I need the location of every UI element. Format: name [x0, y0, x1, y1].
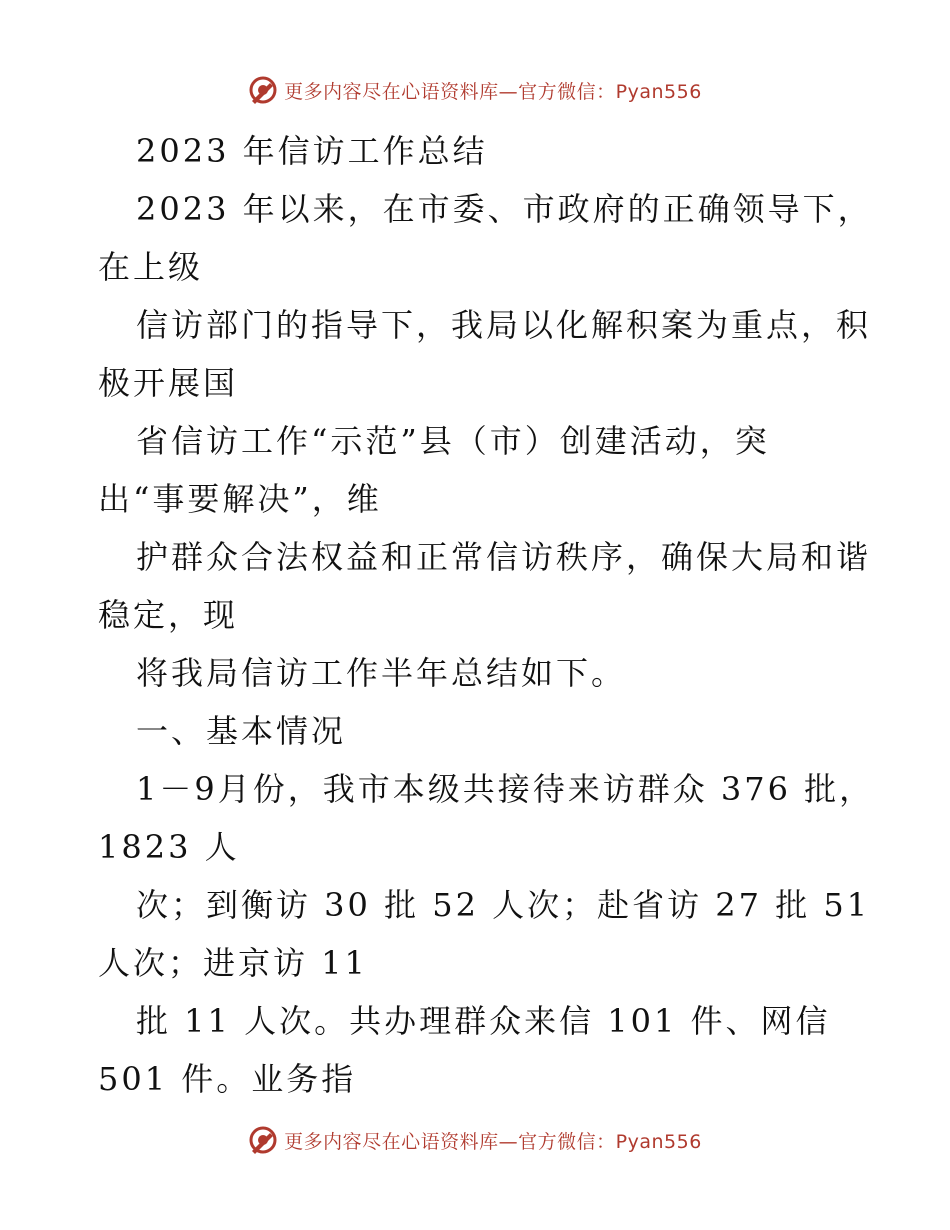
text-line: 1－9月份，我市本级共接待来访群众 376 批，	[136, 770, 875, 808]
text-line: 人次；进京访 11	[98, 944, 368, 982]
document-body	[98, 122, 875, 1108]
pen-circle-icon	[248, 75, 278, 105]
text-line: 501 件。业务指	[98, 1060, 357, 1098]
text-line: 省信访工作“示范”县（市）创建活动，突	[136, 422, 770, 460]
header-banner	[0, 70, 950, 110]
text-line: 1823 人	[98, 828, 240, 866]
text-line: 一、基本情况	[136, 712, 347, 750]
header-banner-text: 更多内容尽在心语资料库—官方微信：Pyan556	[284, 80, 702, 103]
text-line: 信访部门的指导下，我局以化解积案为重点，积	[136, 306, 872, 344]
text-line: 在上级	[98, 248, 204, 286]
text-line: 将我局信访工作半年总结如下。	[136, 654, 627, 692]
text-line: 批 11 人次。共办理群众来信 101 件、网信	[136, 1002, 831, 1040]
text-line: 2023 年以来，在市委、市政府的正确领导下，	[136, 190, 873, 228]
footer-banner	[0, 1120, 950, 1160]
pen-circle-icon	[248, 1125, 278, 1155]
text-line: 极开展国	[98, 364, 239, 402]
text-line: 次；到衡访 30 批 52 人次；赴省访 27 批 51	[136, 886, 871, 924]
text-line: 出“事要解决”，维	[98, 480, 382, 518]
footer-banner-text: 更多内容尽在心语资料库—官方微信：Pyan556	[284, 1130, 702, 1153]
text-line: 护群众合法权益和正常信访秩序，确保大局和谐	[136, 538, 872, 576]
text-line: 2023 年信访工作总结	[136, 132, 488, 170]
text-line: 稳定，现	[98, 596, 239, 634]
